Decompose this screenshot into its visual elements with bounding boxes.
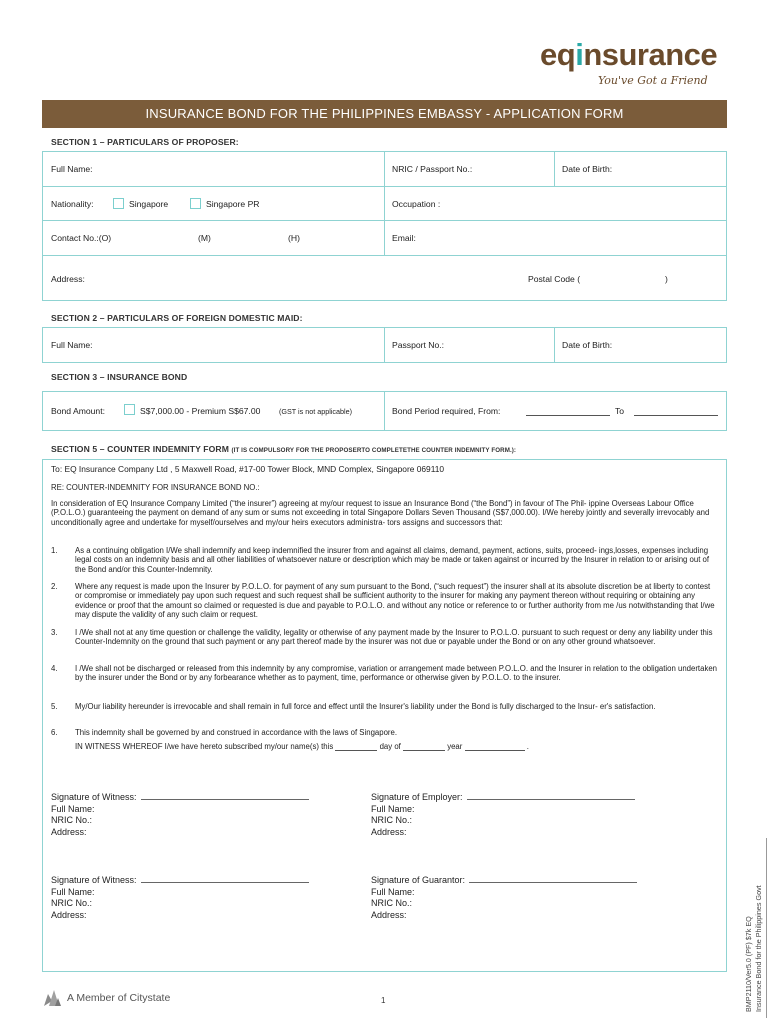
bond-amount-label: Bond Amount: [51,406,105,416]
side-divider [766,838,767,1018]
bond-period-to-label: To [615,406,625,416]
logo-rest: nsurance [583,37,718,72]
address-field[interactable]: Address: [51,274,85,284]
nationality-label: Nationality: [51,199,94,209]
contact-mobile[interactable]: (M) [198,233,211,243]
logo-eq: eq [540,37,576,72]
section5-heading-text: SECTION 5 – COUNTER INDEMNITY FORM [51,444,229,454]
employer-nric[interactable]: NRIC No.: [371,815,413,826]
guarantor-signature-label: Signature of Guarantor: [371,875,466,885]
witness-signature-block-2 [51,875,309,921]
clause-text: I /We shall not be discharged or released from this indemnity by any compromise, variation or arrangement made between P.O.L.O. and the Insurer in relation to the obligation undertaken by the insurer under the Bond or by any forbearance whether as to payment, time, performance or otherwise given by P.O.L.O. to the insurer. [75,664,718,683]
proposer-full-name[interactable]: Full Name: [51,164,93,174]
employer-signature-block [371,792,635,838]
bond-period-from-field[interactable] [526,406,610,416]
page-number: 1 [381,996,386,1005]
guarantor-signature-field[interactable] [469,875,637,883]
email-field[interactable]: Email: [392,233,416,243]
witness-signature-label: Signature of Witness: [51,792,137,802]
logo-i: i [575,37,584,72]
guarantor-nric[interactable]: NRIC No.: [371,898,413,909]
section2-heading: SECTION 2 – PARTICULARS OF FOREIGN DOMESTIC MAID: [51,313,303,323]
witness-day-label: day of [379,742,401,751]
employer-signature-label: Signature of Employer: [371,792,463,802]
witness-full-name[interactable]: Full Name: [51,803,95,814]
clause-text: I /We shall not at any time question or challenge the validity, legality or otherwise of any payment made by the Insurer to P.O.L.O. pursuant to such request or deny any liability under this Counter-Indemnity on the ground that such payment or any part thereof made by the insurer was not due or payable under the Bond or on any other ground whatsoever. [75,628,713,647]
guarantor-signature-block [371,875,637,921]
clause-num: 5. [51,702,58,711]
witness2-full-name[interactable]: Full Name: [51,886,95,897]
citystate-icon [42,989,62,1007]
bond-amount-checkbox[interactable] [124,404,135,415]
form-title: INSURANCE BOND FOR THE PHILIPPINES EMBASSY - APPLICATION FORM [42,100,727,128]
section3-heading: SECTION 3 – INSURANCE BOND [51,372,188,382]
contact-office[interactable]: Contact No.:(O) [51,233,112,243]
witness-end: . [526,742,529,751]
occupation-field[interactable]: Occupation : [392,199,441,209]
maid-passport[interactable]: Passport No.: [392,340,445,350]
form-reference-line2: Insurance Bond for the Philippines Govt [753,885,763,1012]
bond-period-from-label: Bond Period required, From: [392,406,501,416]
guarantor-full-name[interactable]: Full Name: [371,886,415,897]
postal-code-open[interactable]: Postal Code ( [528,274,581,284]
witness-text: IN WITNESS WHEREOF I/we have hereto subscribed my/our name(s) this [75,742,334,751]
witness2-nric[interactable]: NRIC No.: [51,898,93,909]
employer-full-name[interactable]: Full Name: [371,803,415,814]
maid-dob[interactable]: Date of Birth: [562,340,613,350]
witness-year-label: year [447,742,463,751]
clause-text: Where any request is made upon the Insurer by P.O.L.O. for payment of any sum pursuant to the Bond, (“such request”) the insurer shall at its absolute discretion be at liberty to contest or compromise or immediately pay upon such request and such request shall be sufficient authority to the insurer for making any payment thereon without requiring or obtaining any evidence or proof that the amount so claimed or requested is due and payable to P.O.L.O. and without any notice or reference to or further authority from me /us notwithstanding that I/we may dispute the validity of any such claim or request. [75,582,715,620]
witness-signature-block-1 [51,792,309,838]
citystate-member [42,988,170,1008]
witness-month-field[interactable] [403,742,445,751]
section5-heading [51,444,516,454]
guarantor-address[interactable]: Address: [371,909,407,920]
proposer-nric[interactable]: NRIC / Passport No.: [392,164,473,174]
witness-line [75,742,715,751]
clause-text: As a continuing obligation I/We shall indemnify and keep indemnified the insurer from and against all claims, demand, payment, actions, suits, proceed- ings,losses, expenses including legal costs on an indemnity basis and all other liabilities of whatsoever nature or description which may be made or taken against or incurred by the Insurer in relation to or arising out of the Bond and/or this Counter-Indemnity. [75,546,710,574]
witness-date-field[interactable] [335,742,377,751]
section1-heading: SECTION 1 – PARTICULARS OF PROPOSER: [51,137,239,147]
maid-full-name[interactable]: Full Name: [51,340,93,350]
clause-text: This indemnity shall be governed by and construed in accordance with the laws of Singapore. [75,728,398,737]
clause-num: 2. [51,582,58,591]
singapore-pr-checkbox[interactable] [190,198,201,209]
singapore-label: Singapore [129,199,169,209]
witness-signature-field[interactable] [141,792,309,800]
singapore-pr-label: Singapore PR [206,199,260,209]
bond-option-label: S$7,000.00 - Premium S$67.00 [140,406,261,416]
logo-tagline: You've Got a Friend [598,74,708,87]
witness-address[interactable]: Address: [51,826,87,837]
employer-signature-field[interactable] [467,792,635,800]
proposer-dob[interactable]: Date of Birth: [562,164,613,174]
witness2-address[interactable]: Address: [51,909,87,920]
witness2-signature-field[interactable] [141,875,309,883]
section5-heading-note: (IT IS COMPULSORY FOR THE PROPOSERTO COMPLETETHE COUNTER INDEMNITY FORM.): [231,447,517,454]
clause-text: My/Our liability hereunder is irrevocable and shall remain in full force and effect until the Insurer's liability under the Bond is fully discharged to the Insur- er's satisfaction. [75,702,656,711]
witness-year-field[interactable] [465,742,525,751]
clause-num: 1. [51,546,58,555]
eq-insurance-logo [540,38,730,98]
clause-num: 3. [51,628,58,637]
clause-num: 6. [51,728,58,737]
contact-home[interactable]: (H) [288,233,300,243]
re-line[interactable]: RE: COUNTER-INDEMNITY FOR INSURANCE BOND NO.: [51,483,260,492]
gst-note: (GST is not applicable) [279,407,352,416]
member-text: A Member of Citystate [67,992,171,1004]
clause-num: 4. [51,664,58,673]
bond-period-to-field[interactable] [634,406,718,416]
intro-paragraph: In consideration of EQ Insurance Company Limited (“the insurer”) agreeing at my/our request to issue an Insurance Bond (“the Bond”) in favour of The Phil- ippine Overseas Labour Office (P.O.L.O.) guaranteeing the payment on demand of any sum or sums not exceeding in total Singapore Dollars Seven Thousand (S$7,000.00). I/We hereby jointly and severally irrevocably and unconditionally agree and undertake for myself/ourselves and my/our heirs executors administra- tors assigns and successors that: [51,499,710,527]
form-reference [744,885,763,1012]
to-line: To: EQ Insurance Company Ltd , 5 Maxwell Road, #17-00 Tower Block, MND Complex, Singapore 069110 [51,464,445,474]
witness-nric[interactable]: NRIC No.: [51,815,93,826]
singapore-checkbox[interactable] [113,198,124,209]
witness2-signature-label: Signature of Witness: [51,875,137,885]
form-reference-line1: BMP2110/Ver5.0 (PF) $7k EQ [744,916,753,1012]
postal-code-close: ) [665,274,668,284]
employer-address[interactable]: Address: [371,826,407,837]
